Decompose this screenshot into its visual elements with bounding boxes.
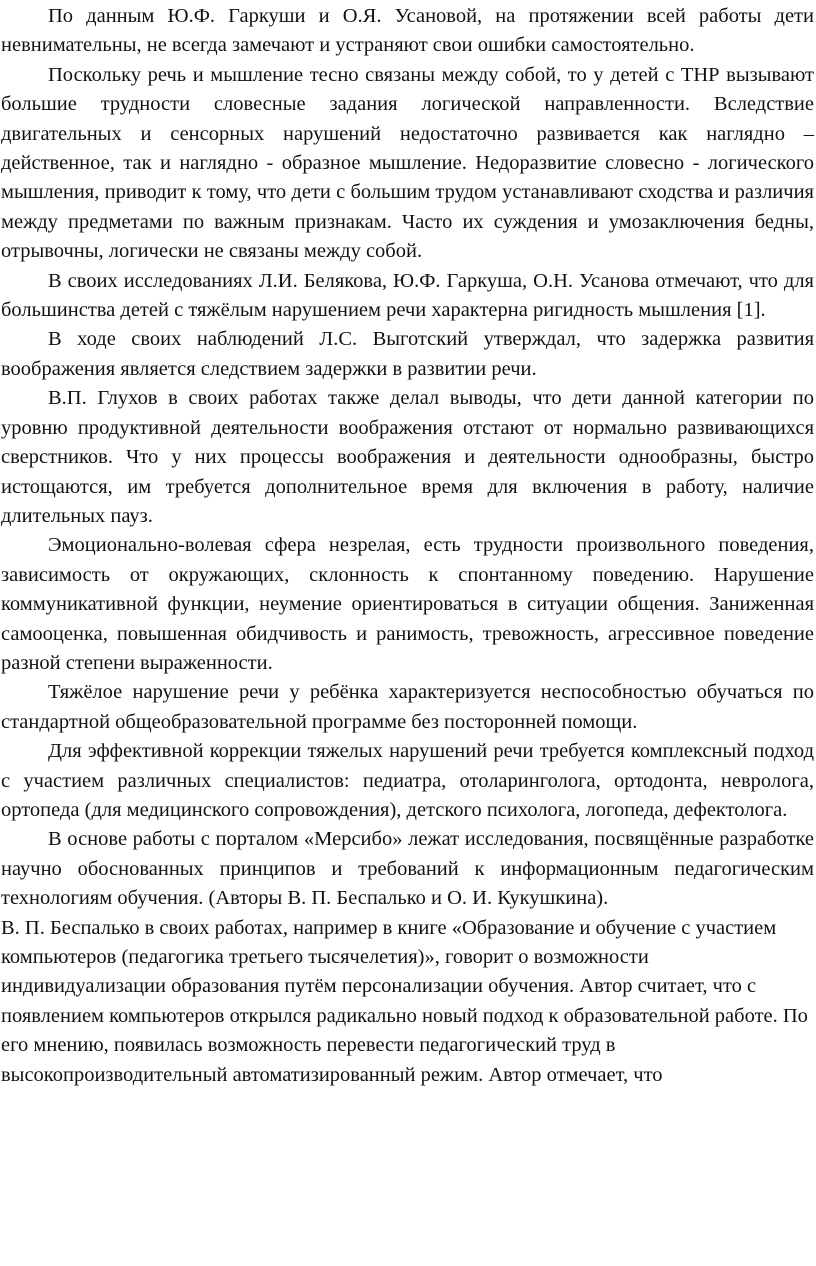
paragraph-bespalko: В. П. Беспалько в своих работах, например в книге «Образование и обучение с участием компьютеров (педагогика третьего тысячелетия)», говорит о возможности индивидуализации образования путём персонализации обучения. Автор считает, что с появлением компьютеров открылся радикально новый подход к образовательной работе. По его мнению, появилась возможность перевести педагогический труд в высокопроизводительный автоматизированный режим. Автор отмечает, что	[1, 916, 808, 1086]
paragraph-speech-thinking: Поскольку речь и мышление тесно связаны между собой, то у детей с ТНР вызывают большие трудности словесные задания логической направленности. Вследствие двигательных и сенсорных нарушений недостаточно развивается как наглядно – действенное, так и наглядно - образное мышление. Недоразвитие словесно - логического мышления, приводит к тому, что дети с большим трудом устанавливают сходства и различия между предметами по важным признакам. Часто их суждения и умозаключения бедны, отрывочны, логически не связаны между собой.	[1, 63, 814, 263]
paragraph-vygotsky: В ходе своих наблюдений Л.С. Выготский утверждал, что задержка развития воображения является следствием задержки в развитии речи.	[1, 328, 814, 380]
paragraph-mersibo-portal: В основе работы с порталом «Мерсибо» лежат исследования, посвящённые разработке научно обоснованных принципов и требований к информационным педагогическим технологиям обучения. (Авторы В. П. Беспалько и О. И. Кукушкина).	[1, 828, 814, 910]
paragraph-garkusha-usanova: По данным Ю.Ф. Гаркуши и О.Я. Усановой, на протяжении всей работы дети невнимательны, не всегда замечают и устраняют свои ошибки самостоятельно.	[1, 5, 814, 57]
paragraph-glukhov: В.П. Глухов в своих работах также делал выводы, что дети данной категории по уровню продуктивной деятельности воображения отстают от нормально развивающихся сверстников. Что у них процессы воображения и деятельности однообразны, быстро истощаются, им требуется дополнительное время для включения в работу, наличие длительных пауз.	[1, 387, 814, 527]
paragraph-emotional-sphere: Эмоционально-волевая сфера незрелая, есть трудности произвольного поведения, зависимость от окружающих, склонность к спонтанному поведению. Нарушение коммуникативной функции, неумение ориентироваться в ситуации общения. Заниженная самооценка, повышенная обидчивость и ранимость, тревожность, агрессивное поведение разной степени выраженности.	[1, 534, 814, 674]
paragraph-severe-impairment: Тяжёлое нарушение речи у ребёнка характеризуется неспособностью обучаться по стандартной общеобразовательной программе без посторонней помощи.	[1, 681, 814, 733]
paragraph-complex-approach: Для эффективной коррекции тяжелых нарушений речи требуется комплексный подход с участием различных специалистов: педиатра, отоларинголога, ортодонта, невролога, ортопеда (для медицинского сопровождения), детского психолога, логопеда, дефектолога.	[1, 740, 814, 821]
paragraph-rigidity: В своих исследованиях Л.И. Белякова, Ю.Ф. Гаркуша, О.Н. Усанова отмечают, что для большинства детей с тяжёлым нарушением речи характерна ригидность мышления [1].	[1, 269, 814, 322]
